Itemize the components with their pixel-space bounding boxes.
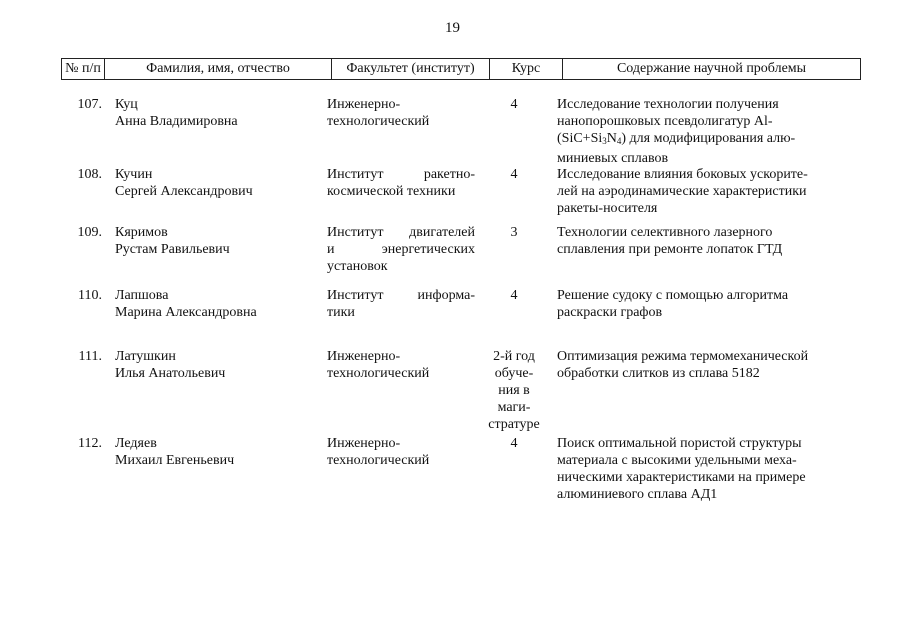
- course: [478, 435, 550, 452]
- course-line: маги-: [497, 400, 531, 415]
- problem-description: [557, 96, 847, 167]
- course-line: ния в: [498, 383, 530, 398]
- problem-line: Исследование технологии получения: [557, 97, 779, 112]
- faculty-line: Инженерно-: [327, 349, 401, 364]
- row-number: 110.: [78, 288, 102, 303]
- problem-line: ракеты-носителя: [557, 201, 658, 216]
- student-name: [115, 96, 320, 130]
- faculty-line: Институт двигателей: [327, 225, 475, 240]
- header-number: № п/п: [62, 59, 105, 80]
- surname: Кяримов: [115, 225, 168, 240]
- faculty-line: и энергетических: [327, 242, 475, 257]
- faculty-line: технологический: [327, 453, 430, 468]
- surname: Кучин: [115, 167, 153, 182]
- faculty-line: Инженерно-: [327, 97, 401, 112]
- page-number: 19: [445, 20, 460, 36]
- problem-line: раскраски графов: [557, 305, 663, 320]
- course: [478, 96, 550, 113]
- student-name: [115, 166, 320, 200]
- course-line: 4: [510, 167, 518, 182]
- student-name: [115, 435, 320, 469]
- problem-description: [557, 348, 847, 382]
- faculty: [327, 166, 475, 200]
- problem-line: Поиск оптимальной пористой структуры: [557, 436, 802, 451]
- problem-line: алюминиевого сплава АД1: [557, 487, 718, 502]
- course: [478, 166, 550, 183]
- given-names: Марина Александровна: [115, 305, 257, 320]
- problem-line: миниевых сплавов: [557, 151, 669, 166]
- problem-description: [557, 287, 847, 321]
- faculty-line: тики: [327, 305, 355, 320]
- row-number: 111.: [78, 349, 102, 364]
- faculty: [327, 287, 475, 321]
- row-number: 108.: [77, 167, 102, 182]
- course-line: 4: [510, 97, 518, 112]
- problem-line: Оптимизация режима термомеханической: [557, 349, 809, 364]
- course-line: 2-й год: [493, 349, 535, 364]
- course-line: 4: [510, 288, 518, 303]
- row-number: 107.: [77, 97, 102, 112]
- problem-line: $(SiC+Si_3N_4)$ для модифицирования алю-: [557, 131, 796, 146]
- surname: Латушкин: [115, 349, 176, 364]
- problem-line: Исследование влияния боковых ускорите-: [557, 167, 808, 182]
- surname: Ледяев: [115, 436, 157, 451]
- row-number: 112.: [78, 436, 102, 451]
- problem-line: обработки слитков из сплава 5182: [557, 366, 760, 381]
- surname: Лапшова: [115, 288, 169, 303]
- row-number: 109.: [77, 225, 102, 240]
- problem-description: [557, 166, 847, 217]
- course-line: обуче-: [494, 366, 534, 381]
- student-name: [115, 224, 320, 258]
- faculty: [327, 224, 475, 275]
- problem-line: сплавления при ремонте лопаток ГТД: [557, 242, 783, 257]
- problem-description: [557, 224, 847, 258]
- faculty: [327, 348, 475, 382]
- faculty: [327, 96, 475, 130]
- given-names: Илья Анатольевич: [115, 366, 226, 381]
- faculty-line: Инженерно-: [327, 436, 401, 451]
- course-line: 4: [510, 436, 518, 451]
- faculty-line: технологический: [327, 366, 430, 381]
- surname: Куц: [115, 97, 138, 112]
- faculty-line: установок: [327, 259, 388, 274]
- problem-line: Технологии селективного лазерного: [557, 225, 773, 240]
- course: [478, 224, 550, 241]
- course-line: 3: [510, 225, 518, 240]
- table-header: [61, 58, 861, 80]
- given-names: Рустам Равильевич: [115, 242, 230, 257]
- problem-line: лей на аэродинамические характеристики: [557, 184, 807, 199]
- course-line: стратуре: [488, 417, 540, 432]
- problem-line: ническими характеристиками на примере: [557, 470, 806, 485]
- faculty-line: Институт ракетно-: [327, 167, 475, 182]
- course: [478, 287, 550, 304]
- faculty: [327, 435, 475, 469]
- given-names: Анна Владимировна: [115, 114, 238, 129]
- faculty-line: космической техники: [327, 184, 456, 199]
- faculty-line: Институт информа-: [327, 288, 475, 303]
- faculty-line: технологический: [327, 114, 430, 129]
- problem-line: Решение судоку с помощью алгоритма: [557, 288, 789, 303]
- student-name: [115, 287, 320, 321]
- header-faculty: Факультет (институт): [332, 59, 490, 80]
- given-names: Сергей Александрович: [115, 184, 253, 199]
- header-full-name: Фамилия, имя, отчество: [105, 59, 332, 80]
- header-course: Курс: [490, 59, 563, 80]
- problem-line: материала с высокими удельными меха-: [557, 453, 797, 468]
- student-name: [115, 348, 320, 382]
- header-problem: Содержание научной проблемы: [563, 59, 861, 80]
- problem-description: [557, 435, 847, 503]
- given-names: Михаил Евгеньевич: [115, 453, 235, 468]
- course: [478, 348, 550, 433]
- problem-line: нанопорошковых псевдолигатур Al-: [557, 114, 773, 129]
